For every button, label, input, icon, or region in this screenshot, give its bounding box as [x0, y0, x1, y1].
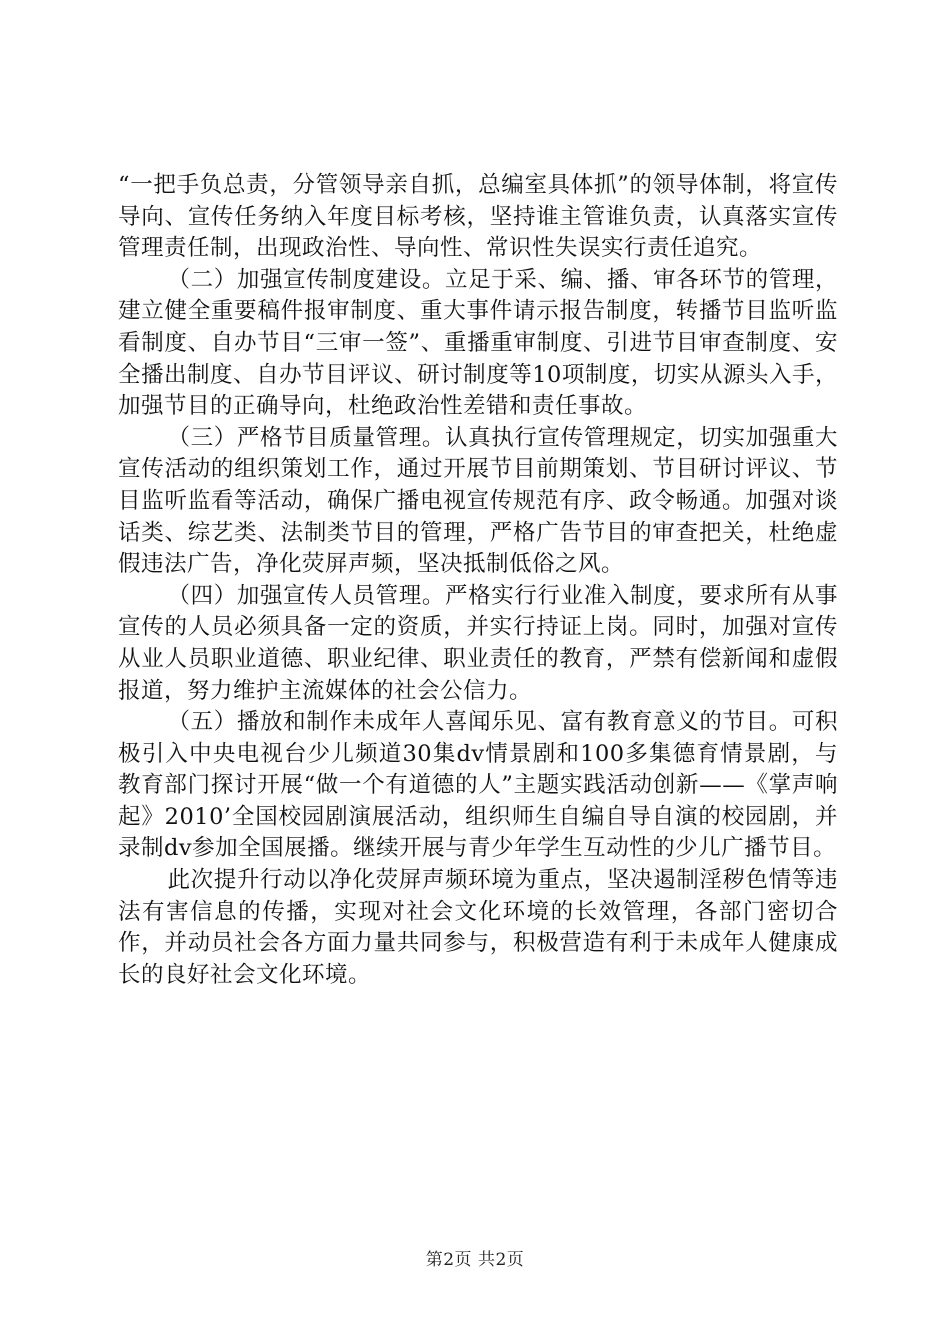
- paragraph-section-3: （三）严格节目质量管理。认真执行宣传管理规定，切实加强重大宣传活动的组织策划工作，通过开展节目前期策划、节目研讨评议、节目监听监看等活动，确保广播电视宣传规范有序、政令畅通。加强对谈话类、综艺类、法制类节目的管理，严格广告节目的审查把关，杜绝虚假违法广告，净化荧屏声频，坚决抵制低俗之风。: [118, 424, 838, 578]
- paragraph-continuation: “一把手负总责，分管领导亲自抓，总编室具体抓”的领导体制，将宣传导向、宣传任务纳入年度目标考核，坚持谁主管谁负责，认真落实宣传管理责任制，出现政治性、导向性、常识性失误实行责任追究。: [118, 172, 838, 262]
- paragraph-conclusion: 此次提升行动以净化荧屏声频环境为重点，坚决遏制淫秽色情等违法有害信息的传播，实现对社会文化环境的长效管理，各部门密切合作，并动员社会各方面力量共同参与，积极营造有利于未成年人健康成长的良好社会文化环境。: [118, 867, 838, 988]
- document-body: [118, 170, 838, 991]
- paragraph-section-4: （四）加强宣传人员管理。严格实行行业准入制度，要求所有从事宣传的人员必须具备一定的资质，并实行持证上岗。同时，加强对宣传从业人员职业道德、职业纪律、职业责任的教育，严禁有偿新闻和虚假报道，努力维护主流媒体的社会公信力。: [118, 582, 838, 704]
- paragraph-section-2: （二）加强宣传制度建设。立足于采、编、播、审各环节的管理，建立健全重要稿件报审制度、重大事件请示报告制度，转播节目监听监看制度、自办节目“三审一签”、重播重审制度、引进节目审查制度、安全播出制度、自办节目评议、研讨制度等10项制度，切实从源头入手，加强节目的正确导向，杜绝政治性差错和责任事故。: [118, 266, 838, 420]
- paragraph-section-5: （五）播放和制作未成年人喜闻乐见、富有教育意义的节目。可积极引入中央电视台少儿频道30集dv情景剧和100多集德育情景剧，与教育部门探讨开展“做一个有道德的人”主题实践活动创新——《掌声响起》2010’全国校园剧演展活动，组织师生自编自导自演的校园剧，并录制dv参加全国展播。继续开展与青少年学生互动性的少儿广播节目。: [118, 709, 838, 862]
- page-number-footer: 第2页 共2页: [425, 1250, 525, 1270]
